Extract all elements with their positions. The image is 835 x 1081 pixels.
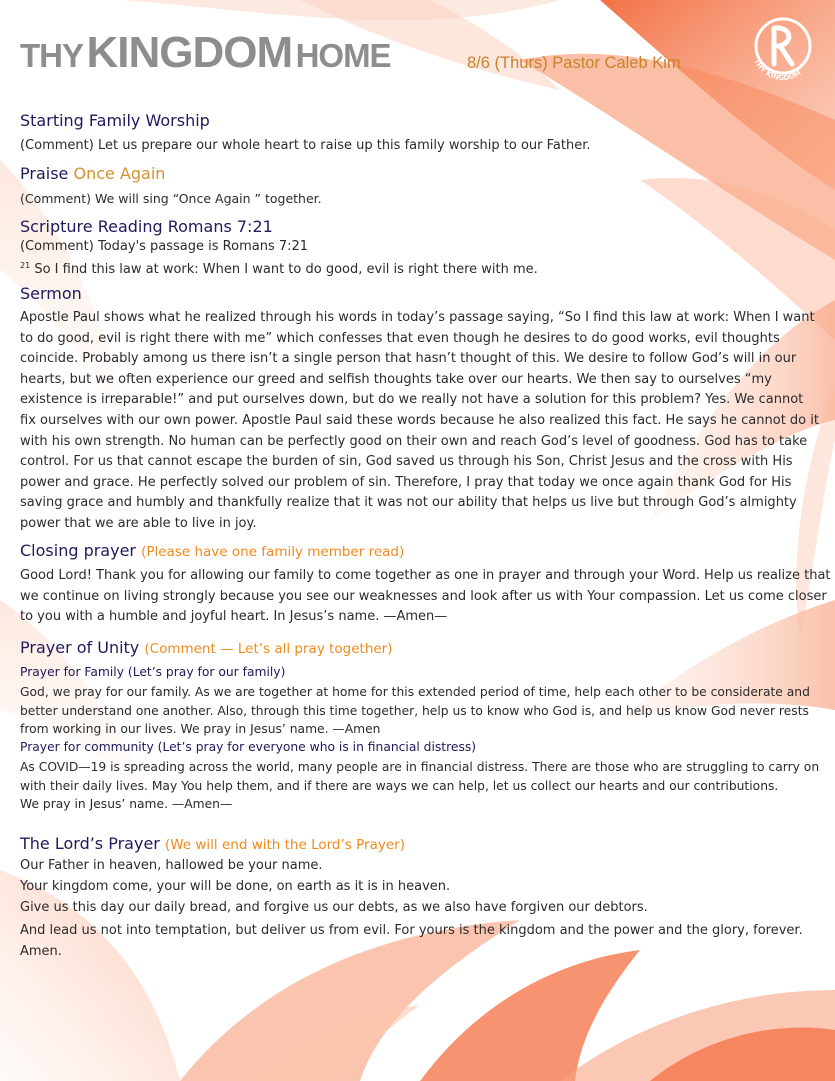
kingdom-logo-icon [740,6,826,92]
closing-text: Good Lord! Thank you for allowing our family to come together as one in prayer and through your Word. Help us realize that we continue on living strongly because you see our weaknesses and look after us with Your compassion. Let us come closer to you with a humble and joyful heart. In Jesus’s name. —Amen— [20,568,831,625]
unity-heading [20,638,393,657]
page-header [20,28,391,78]
praise-label: Praise [20,164,69,183]
lords-line-4: And lead us not into temptation, but deliver us from evil. For yours is the kingdom and the power and the glory, forever. Amen. [20,923,803,959]
lords-note: (We will end with the Lord’s Prayer) [164,837,405,853]
lords-line-3: Give us this day our daily bread, and forgive us our debts, as we also have forgiven our debtors. [20,900,648,915]
community-prayer-text: As COVID—19 is spreading across the world, many people are in financial distress. There are those who are struggling to carry on with their daily lives. May You help them, and if there are ways we can help, let us collect our hearts and our contributions. [20,760,820,793]
sermon-heading: Sermon [20,284,82,303]
praise-comment: (Comment) We will sing “Once Again ” together. [20,191,322,206]
scripture-verse [20,261,538,277]
lords-heading [20,834,405,853]
closing-label: Closing prayer [20,541,136,560]
date-pastor: 8/6 (Thurs) Pastor Caleb Kim [467,54,681,72]
brand-home: HOME [295,37,391,74]
praise-song: Once Again [73,164,166,183]
brand-thy: THY [20,37,83,74]
svg-text:THY KINGDOM: THY KINGDOM [752,57,803,83]
scripture-heading: Scripture Reading Romans 7:21 [20,217,273,236]
lords-line-2: Your kingdom come, your will be done, on earth as it is in heaven. [20,879,451,894]
community-prayer-title: Prayer for community (Let’s pray for everyone who is in financial distress) [20,740,477,754]
unity-label: Prayer of Unity [20,638,140,657]
closing-heading [20,541,404,560]
family-prayer-title: Prayer for Family (Let’s pray for our family) [20,665,286,679]
praise-heading [20,164,165,183]
family-prayer-text: God, we pray for our family. As we are together at home for this extended period of time, help each other to be considerate and better understand one another. Also, through this time together, help us to know who God is, and help us know God never rests from working in our lives. We pray in Jesus’ name. —Amen [20,685,810,736]
closing-note: (Please have one family member read) [141,544,405,560]
lords-label: The Lord’s Prayer [20,834,160,853]
scripture-comment: (Comment) Today's passage is Romans 7:21 [20,239,309,254]
brand-title [20,28,391,78]
sermon-text: Apostle Paul shows what he realized through his words in today’s passage saying, “So I find this law at work: When I want to do good, evil is right there with me” which confesses that even though he desires to do good works, evil thoughts coincide. Probably among us there isn’t a single person that hasn’t thought of this. We desire to follow God’s will in our hearts, but we often experience our greed and selfish thoughts take over our hearts. We then say to ourselves “my existence is irreparable!” and put ourselves down, but do we really not have a solution for this problem? Yes. We cannot fix ourselves with our own power. Apostle Paul said these words because he also realized this fact. He says he cannot do it with his own strength. No human can be perfectly good on their own and reach God’s level of goodness. God has to take control. For us that cannot escape the burden of sin, God saved us through his Son, Christ Jesus and the cross with His power and grace. He perfectly solved our problem of sin. Therefore, I pray that today we once again thank God for His saving grace and humbly and thankfully realize that it was not our ability that helps us live but through God’s almighty power that we are able to live in joy. [20,310,819,531]
verse-number: 21 [20,261,31,270]
unity-note: (Comment — Let’s all pray together) [144,641,393,657]
lords-line-1: Our Father in heaven, hallowed be your name. [20,858,323,873]
community-prayer-close: We pray in Jesus’ name. —Amen— [20,797,233,811]
starting-heading: Starting Family Worship [20,111,210,130]
brand-kingdom: KINGDOM [86,28,293,77]
verse-text: So I find this law at work: When I want to do good, evil is right there with me. [34,262,538,277]
starting-comment: (Comment) Let us prepare our whole heart to raise up this family worship to our Father. [20,138,591,153]
